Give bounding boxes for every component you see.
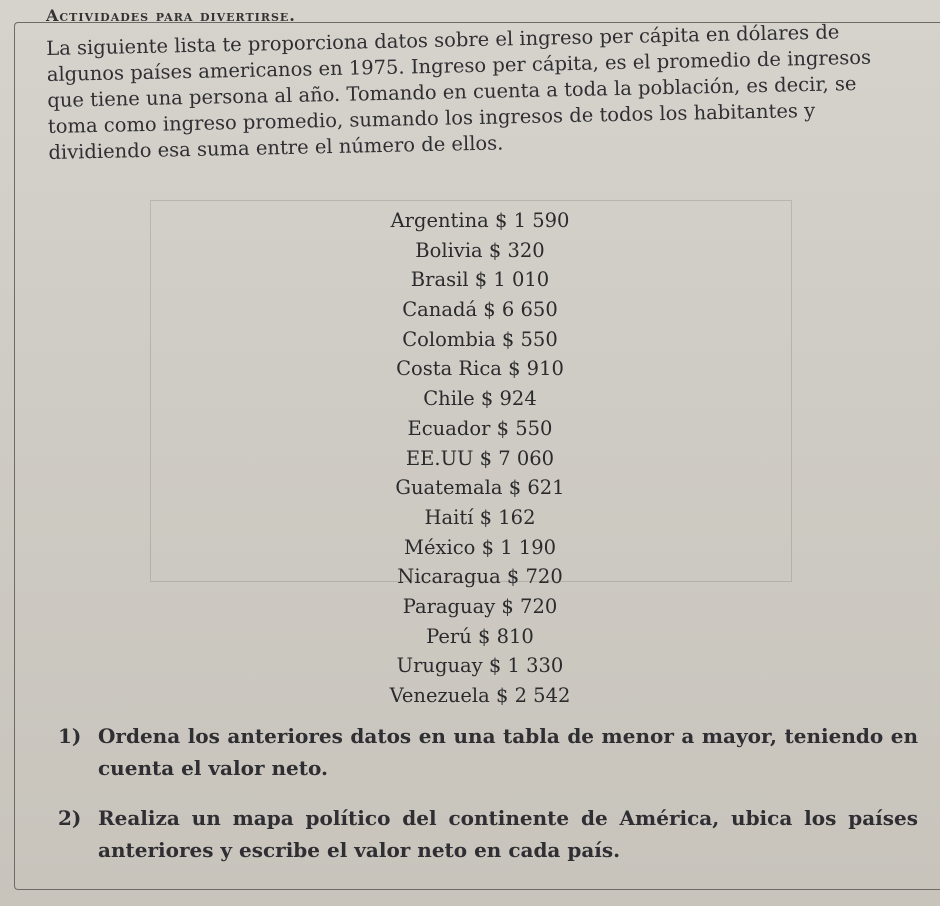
list-item: Brasil $ 1 010 <box>410 268 550 292</box>
list-item: Perú $ 810 <box>426 624 534 648</box>
question-text: Ordena los anteriores datos en una tabla de menor a mayor, teniendo en cuenta el valor neto. <box>98 724 918 780</box>
list-item: Haití $ 162 <box>424 505 536 529</box>
question-2 <box>58 802 918 866</box>
list-item: Venezuela $ 2 542 <box>389 684 571 707</box>
list-item: Canadá $ 6 650 <box>402 298 558 322</box>
list-item: Paraguay $ 720 <box>402 594 558 618</box>
list-item: Chile $ 924 <box>423 387 537 411</box>
list-item: Nicaragua $ 720 <box>397 565 563 589</box>
list-item: Uruguay $ 1 330 <box>396 654 564 678</box>
intro-paragraph: La siguiente lista te proporciona datos sobre el ingreso per cápita en dólares de algunos países americanos en 1975. Ingreso per cápita, es el promedio de ingresos que tiene una persona al año. Tomando en cuenta a toda la población, es decir, se toma como ingreso promedio, sumando los ingresos de todos los habitantes y dividiendo esa suma entre el número de ellos. <box>46 20 872 164</box>
list-item: Guatemala $ 621 <box>395 476 565 500</box>
question-text: Realiza un mapa político del continente de América, ubica los países anteriores y escribe el valor neto en cada país. <box>98 806 918 862</box>
question-1 <box>58 720 918 784</box>
list-item: Bolivia $ 320 <box>415 238 545 262</box>
question-number: 1) <box>58 724 82 748</box>
list-item: Argentina $ 1 590 <box>390 209 570 232</box>
country-income-list <box>300 206 660 711</box>
list-item: EE.UU $ 7 060 <box>405 446 555 470</box>
question-number: 2) <box>58 806 82 830</box>
list-item: Ecuador $ 550 <box>407 416 553 440</box>
list-item: Costa Rica $ 910 <box>396 357 564 381</box>
activity-heading: Actividades para divertirse. <box>46 6 296 25</box>
list-item: Colombia $ 550 <box>402 327 558 351</box>
list-item: México $ 1 190 <box>403 535 557 559</box>
question-list <box>58 720 918 884</box>
